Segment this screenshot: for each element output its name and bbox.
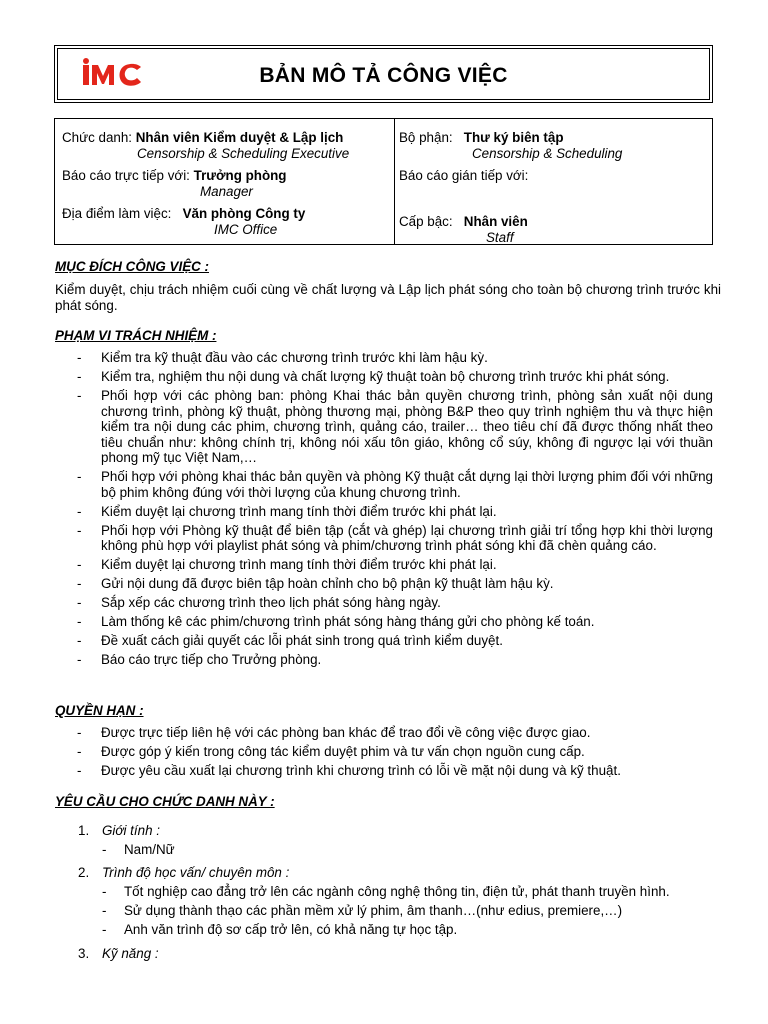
requirement-education-details xyxy=(100,884,720,941)
requirement-number: 3. xyxy=(78,946,90,961)
location-value: Văn phòng Công ty xyxy=(182,206,306,221)
reports-to-field xyxy=(62,168,287,184)
requirement-gender-details xyxy=(100,842,720,861)
level-field xyxy=(399,214,528,230)
level-value: Nhân viên xyxy=(463,214,528,229)
list-item: - Phối hợp với các phòng ban: phòng Khai thác bản quyền chương trình, phòng sản xuất nội dung chương trình, phòng kỹ thuật, phòng thương mại, phòng B&P theo quy trình nghiệm thu và thực hiện kiểm tra nội dung các phim, chương trình, quảng cáo, trailer… theo tiêu chí đã được thống nhất theo tiêu chuẩn như: không chính trị, không nói xấu tôn giáo, không cổ súy, không đi ngược lại với thuần phong mỹ tục Việt Nam,… xyxy=(55,388,713,466)
purpose-heading: MỤC ĐÍCH CÔNG VIỆC : xyxy=(55,259,209,274)
list-item: - Phối hợp với Phòng kỹ thuật để biên tập (cắt và ghép) lại chương trình giải trí tổng hợp khi thời lượng không phù hợp với playlist phát sóng và phim/chương trình phát sóng khi đã chèn quảng cáo. xyxy=(55,523,713,554)
department-field xyxy=(399,130,564,146)
list-item: - Báo cáo trực tiếp cho Trưởng phòng. xyxy=(55,652,713,668)
requirement-label: Kỹ năng : xyxy=(102,946,159,961)
list-item: - Phối hợp với phòng khai thác bản quyền và phòng Kỹ thuật cắt dựng lại thời lượng phim đối với những bộ phim không đúng với thời lượng của khung chương trình. xyxy=(55,469,713,500)
list-item: - Gửi nội dung đã được biên tập hoàn chỉnh cho bộ phận kỹ thuật làm hậu kỳ. xyxy=(55,576,713,592)
requirement-label: Giới tính : xyxy=(102,823,160,838)
location-field xyxy=(62,206,305,222)
reports-to-value: Trưởng phòng xyxy=(193,168,287,183)
requirement-number: 1. xyxy=(78,823,90,838)
list-item: - Kiểm duyệt lại chương trình mang tính thời điểm trước khi phát lại. xyxy=(55,557,713,573)
purpose-text: Kiểm duyệt, chịu trách nhiệm cuối cùng về chất lượng và Lập lịch phát sóng cho toàn bộ chương trình trước khi phát sóng. xyxy=(55,282,721,313)
position-english: Censorship & Scheduling Executive xyxy=(137,146,350,161)
authority-heading: QUYỀN HẠN : xyxy=(55,703,144,718)
requirement-label: Trình độ học vấn/ chuyên môn : xyxy=(102,865,290,880)
indirect-report-label: Báo cáo gián tiếp với: xyxy=(399,168,529,183)
requirement-number: 2. xyxy=(78,865,90,880)
document-header xyxy=(54,45,713,103)
location-english: IMC Office xyxy=(214,222,278,237)
position-field xyxy=(62,130,343,146)
level-label: Cấp bậc: xyxy=(399,214,453,229)
list-item: - Sắp xếp các chương trình theo lịch phát sóng hàng ngày. xyxy=(55,595,713,611)
list-item: - Kiểm tra kỹ thuật đầu vào các chương trình trước khi làm hậu kỳ. xyxy=(55,350,713,366)
requirement-gender xyxy=(78,823,160,839)
list-item: - Được góp ý kiến trong công tác kiểm duyệt phim và tư vấn chọn nguồn cung cấp. xyxy=(55,744,713,760)
requirement-skills xyxy=(78,946,159,962)
position-label: Chức danh: xyxy=(62,130,133,145)
position-value: Nhân viên Kiểm duyệt & Lập lịch xyxy=(135,130,344,145)
list-item: - Anh văn trình độ sơ cấp trở lên, có khả năng tự học tập. xyxy=(100,922,720,938)
responsibilities-list xyxy=(55,350,713,671)
list-item: - Kiểm duyệt lại chương trình mang tính thời điểm trước khi phát lại. xyxy=(55,504,713,520)
department-value: Thư ký biên tập xyxy=(463,130,564,145)
table-divider xyxy=(394,119,395,244)
job-info-table xyxy=(54,118,713,245)
list-item: - Nam/Nữ xyxy=(100,842,720,858)
requirements-heading: YÊU CẦU CHO CHỨC DANH NÀY : xyxy=(55,794,275,809)
reports-to-label: Báo cáo trực tiếp với: xyxy=(62,168,190,183)
department-label: Bộ phận: xyxy=(399,130,453,145)
location-label: Địa điểm làm việc: xyxy=(62,206,172,221)
list-item: - Được yêu cầu xuất lại chương trình khi chương trình có lỗi về mặt nội dung và kỹ thuật. xyxy=(55,763,713,779)
imc-logo xyxy=(81,57,145,87)
list-item: - Được trực tiếp liên hệ với các phòng ban khác để trao đổi về công việc được giao. xyxy=(55,725,713,741)
authority-list xyxy=(55,725,713,782)
list-item: - Kiểm tra, nghiệm thu nội dung và chất lượng kỹ thuật toàn bộ chương trình trước khi phát sóng. xyxy=(55,369,713,385)
document-title: BẢN MÔ TẢ CÔNG VIỆC xyxy=(259,64,508,87)
list-item: - Sử dụng thành thạo các phần mềm xử lý phim, âm thanh…(như edius, premiere,…) xyxy=(100,903,720,919)
responsibilities-heading: PHẠM VI TRÁCH NHIỆM : xyxy=(55,328,217,343)
department-english: Censorship & Scheduling xyxy=(472,146,623,161)
reports-to-english: Manager xyxy=(200,184,253,199)
list-item: - Đề xuất cách giải quyết các lỗi phát sinh trong quá trình kiểm duyệt. xyxy=(55,633,713,649)
requirement-education xyxy=(78,865,289,881)
list-item: - Tốt nghiệp cao đẳng trở lên các ngành công nghệ thông tin, điện tử, phát thanh truyền hình. xyxy=(100,884,720,900)
level-english: Staff xyxy=(486,230,514,245)
list-item: - Làm thống kê các phim/chương trình phát sóng hàng tháng gửi cho phòng kế toán. xyxy=(55,614,713,630)
